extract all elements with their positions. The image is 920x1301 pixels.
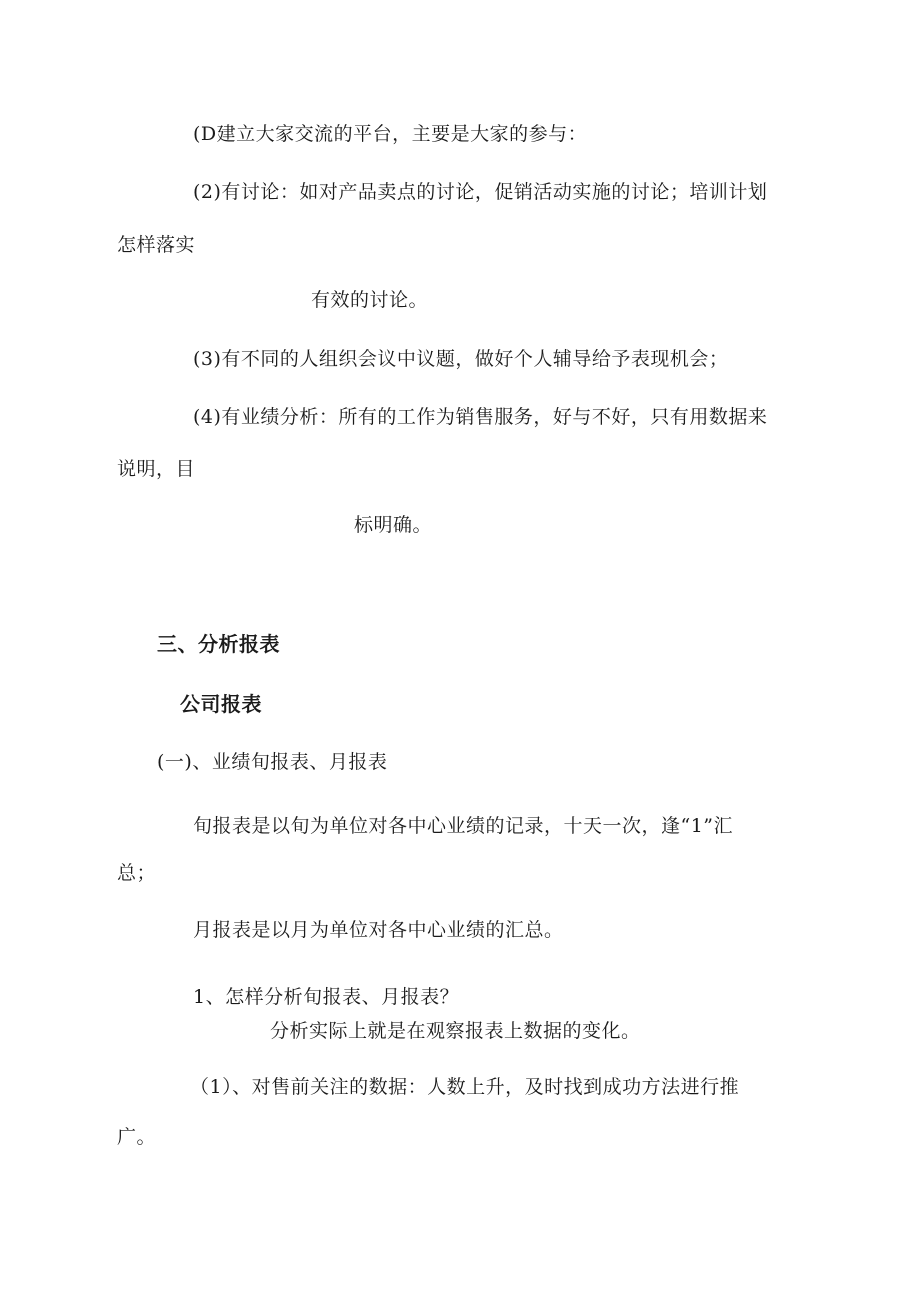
paragraph-ten-day-report-line-1: 旬报表是以旬为单位对各中心业绩的记录，十天一次，逢“1”汇 bbox=[193, 815, 734, 837]
paragraph-agenda: (3)有不同的人组织会议中议题，做好个人辅导给予表现机会； bbox=[193, 348, 729, 370]
paragraph-discussion-line-3: 有效的讨论。 bbox=[311, 289, 429, 311]
paragraph-performance-line-2: 说明，目 bbox=[117, 458, 196, 480]
paragraph-presale-line-1: （1）、对售前关注的数据：人数上升，及时找到成功方法进行推 bbox=[190, 1076, 740, 1098]
question-heading: 1、怎样分析旬报表、月报表？ bbox=[193, 986, 460, 1008]
paragraph-performance-line-1: (4)有业绩分析：所有的工作为销售服务，好与不好，只有用数据来 bbox=[193, 406, 768, 428]
paragraph-ten-day-report-line-2: 总； bbox=[117, 862, 157, 884]
paragraph-monthly-report: 月报表是以月为单位对各中心业绩的汇总。 bbox=[193, 919, 564, 941]
paragraph-discussion-line-1: (2)有讨论：如对产品卖点的讨论，促销活动实施的讨论；培训计划 bbox=[193, 181, 768, 203]
paragraph-presale-line-2: 广。 bbox=[117, 1126, 157, 1148]
question-answer: 分析实际上就是在观察报表上数据的变化。 bbox=[270, 1020, 641, 1042]
item-heading: (一)、业绩旬报表、月报表 bbox=[157, 751, 388, 773]
sub-heading: 公司报表 bbox=[180, 692, 262, 716]
paragraph-platform: (D建立大家交流的平台，主要是大家的参与： bbox=[193, 123, 588, 145]
paragraph-discussion-line-2: 怎样落实 bbox=[117, 234, 196, 256]
paragraph-performance-line-3: 标明确。 bbox=[354, 514, 433, 536]
section-heading: 三、分析报表 bbox=[157, 632, 280, 656]
